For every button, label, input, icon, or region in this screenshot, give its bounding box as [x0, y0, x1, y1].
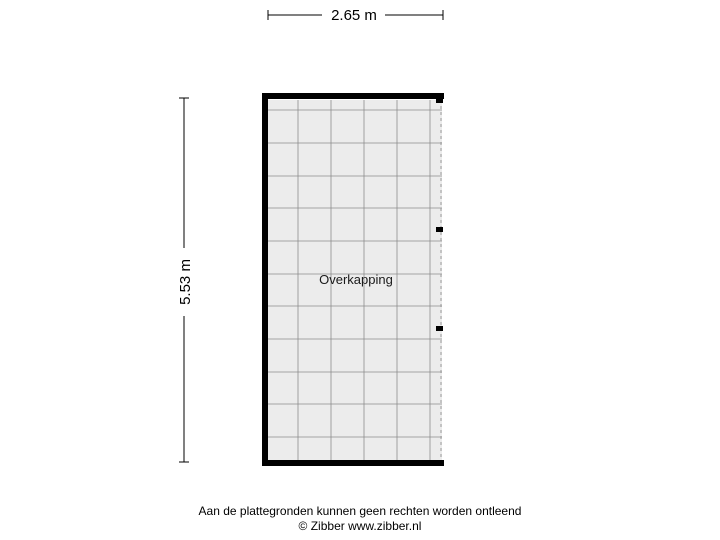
width-dimension-label: 2.65 m [331, 7, 377, 24]
post-middle-right [436, 227, 443, 232]
wall-top [262, 93, 444, 99]
footer-disclaimer: Aan de plattegronden kunnen geen rechten worden ontleend [198, 504, 522, 518]
post-lower-right [436, 326, 443, 331]
footer-copyright: © Zibber www.zibber.nl [298, 519, 422, 533]
room-label: Overkapping [319, 272, 393, 287]
wall-left [262, 93, 268, 466]
height-dimension-label: 5.53 m [177, 259, 194, 305]
post-top-right [436, 97, 443, 103]
wall-bottom [262, 460, 444, 466]
height-dimension [177, 98, 194, 462]
width-dimension [268, 7, 443, 24]
